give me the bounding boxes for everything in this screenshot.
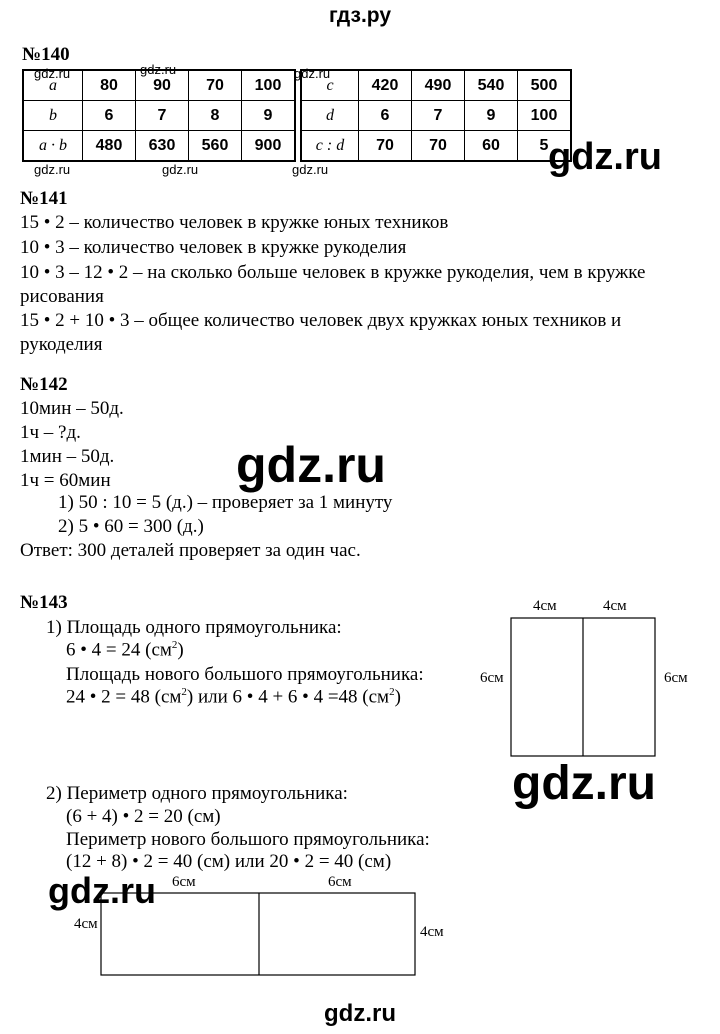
superscript: 2 (389, 686, 395, 698)
task-143-part1-heading: 1) Площадь одного прямоугольника: (46, 617, 342, 638)
task-141-line: 10 • 3 – 12 • 2 – на сколько больше человек в кружке рукоделия, чем в кружке (20, 262, 646, 283)
task-142-line: 1ч – ?д. (20, 422, 81, 443)
table-cell: 100 (242, 70, 296, 101)
table-cell: 7 (136, 101, 189, 131)
dimension-label: 6см (480, 670, 504, 686)
task-142-line: 1ч = 60мин (20, 470, 111, 491)
table-cell: 70 (412, 131, 465, 162)
watermark-small: gdz.ru (34, 162, 71, 177)
task-141-line: 15 • 2 + 10 • 3 – общее количество человек двух кружках юных техников и (20, 310, 622, 331)
watermark-large: gdz.ru (48, 870, 156, 911)
table-cell: 420 (359, 70, 412, 101)
table-cell: 480 (83, 131, 136, 162)
calc-text: ) (394, 686, 401, 708)
task-143-part2-calc1: (6 + 4) • 2 = 20 (см) (66, 806, 221, 827)
dimension-label: 6см (172, 874, 196, 890)
table-cell: b (23, 101, 83, 131)
task-142-line: 1мин – 50д. (20, 446, 115, 467)
table-cell: c : d (301, 131, 359, 162)
task-141-line: 10 • 3 – количество человек в кружке рукоделия (20, 237, 407, 258)
watermark-small: gdz.ru (292, 162, 329, 177)
task-142-step: 1) 50 : 10 = 5 (д.) – проверяет за 1 минуту (58, 492, 393, 513)
dimension-label: 4см (603, 598, 627, 614)
table-cell: 8 (189, 101, 242, 131)
task-141-line: 15 • 2 – количество человек в кружке юных техников (20, 212, 449, 233)
table-cell: 90 (136, 70, 189, 101)
table-cell: 6 (83, 101, 136, 131)
table-cell: 540 (465, 70, 518, 101)
task-143-part2-heading: 2) Периметр одного прямоугольника: (46, 783, 348, 804)
calc-text: 6 • 4 = 24 (см (66, 639, 172, 661)
table-row (301, 131, 571, 162)
superscript: 2 (171, 639, 178, 651)
table-cell: 490 (412, 70, 465, 101)
table-cell: 60 (465, 131, 518, 162)
table-cell: 70 (359, 131, 412, 162)
task-143-part2-subheading: Периметр нового большого прямоугольника: (66, 829, 430, 850)
task-143-part2-calc2: (12 + 8) • 2 = 40 (см) или 20 • 2 = 40 (см) (66, 851, 392, 872)
watermark-large: gdz.ru (512, 757, 656, 810)
site-title: гдз.ру (328, 4, 392, 27)
task-143-part1-calc2 (66, 686, 401, 708)
table-cell: 100 (518, 101, 572, 131)
watermark-small: gdz.ru (140, 62, 177, 77)
dimension-label: 6см (328, 874, 352, 890)
watermark-small: gdz.ru (294, 66, 331, 81)
table-row (301, 70, 571, 101)
task-142-answer: Ответ: 300 деталей проверяет за один час. (20, 540, 361, 561)
task-142-step: 2) 5 • 60 = 300 (д.) (58, 516, 204, 537)
watermark-large: gdz.ru (548, 136, 662, 178)
calc-text: ) (177, 639, 184, 661)
task-143-part1-calc1 (66, 639, 184, 661)
task-140-title: №140 (22, 44, 70, 65)
task-143-part1-subheading: Площадь нового большого прямоугольника: (66, 664, 424, 685)
table-cell: 560 (189, 131, 242, 162)
task-142-line: 10мин – 50д. (20, 398, 124, 419)
footer-watermark: gdz.ru (324, 1000, 396, 1027)
task-141-line: рукоделия (20, 334, 103, 355)
table-row (23, 131, 295, 162)
dimension-label: 6см (664, 670, 688, 686)
table-cell: 9 (465, 101, 518, 131)
table-cell: a (23, 70, 83, 101)
rectangles-figure-2 (100, 892, 418, 978)
table-cell: 80 (83, 70, 136, 101)
dimension-label: 4см (420, 924, 444, 940)
task-143-title: №143 (20, 592, 68, 613)
watermark-small: gdz.ru (162, 162, 199, 177)
table-cell: 9 (242, 101, 296, 131)
watermark-large: gdz.ru (236, 437, 386, 493)
dimension-label: 4см (74, 916, 98, 932)
table-cell: d (301, 101, 359, 131)
watermark-small: gdz.ru (34, 66, 71, 81)
rectangles-figure-1 (510, 617, 660, 759)
calc-text: 24 • 2 = 48 (см (66, 686, 182, 708)
task-141-line: рисования (20, 286, 104, 307)
table-cell: 5 (518, 131, 572, 162)
table-a-b (22, 69, 296, 162)
calc-text: ) или 6 • 4 + 6 • 4 =48 (см (186, 686, 390, 708)
table-cell: c (301, 70, 359, 101)
task-142-title: №142 (20, 374, 68, 395)
table-cell: 6 (359, 101, 412, 131)
table-c-d (300, 69, 572, 162)
table-cell: 900 (242, 131, 296, 162)
task-141-title: №141 (20, 188, 68, 209)
superscript: 2 (181, 686, 187, 698)
table-cell: 500 (518, 70, 572, 101)
dimension-label: 4см (533, 598, 557, 614)
table-cell: 70 (189, 70, 242, 101)
table-row (301, 101, 571, 131)
table-cell: 630 (136, 131, 189, 162)
table-cell: 7 (412, 101, 465, 131)
table-row (23, 101, 295, 131)
table-cell: a · b (23, 131, 83, 162)
